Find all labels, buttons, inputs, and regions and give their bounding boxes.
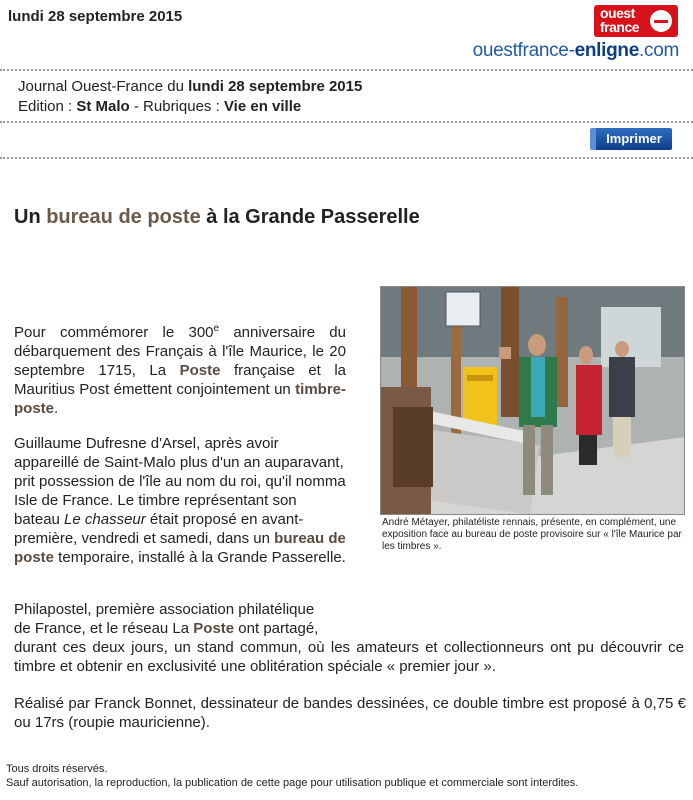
p1-text-d: . [54, 400, 59, 417]
journal-prefix: Journal Ouest-France du [18, 78, 189, 95]
photo-illustration [381, 287, 685, 515]
edition-label: Edition : [18, 98, 77, 115]
paragraph-3 [14, 600, 684, 676]
title-part-1: Un [14, 206, 47, 228]
journal-line [18, 78, 362, 95]
title-part-2: bureau de poste [46, 206, 201, 228]
p2-text-c: temporaire, installé à la Grande Passerelle. [54, 549, 346, 566]
logo-line-2: france [600, 19, 640, 35]
p1-text-c: française et la Mauritius Post émettent conjointement un [14, 362, 346, 398]
edition-line [18, 98, 301, 115]
article-photo [380, 286, 685, 515]
article-title [14, 206, 420, 229]
page-date: lundi 28 septembre 2015 [8, 8, 183, 25]
p3-line-2 [14, 619, 684, 638]
p3-text-a: de France, et le réseau La [14, 620, 194, 637]
divider-bottom [0, 157, 693, 159]
print-button[interactable]: Imprimer [590, 128, 672, 150]
paragraph-4: Réalisé par Franck Bonnet, dessinateur de bandes dessinées, ce double timbre est proposé à 0,75 € ou 17rs (roupie mauricienne). [14, 695, 686, 731]
logo-wordmark [600, 6, 639, 34]
paragraph-1 [14, 319, 346, 418]
p1-superscript: e [213, 323, 220, 334]
p1-keyword-poste: Poste [179, 362, 221, 379]
logo-line-1: ouest [600, 5, 635, 21]
divider-middle [0, 121, 693, 123]
p2-keyword-bureau: bureau de poste [14, 530, 346, 566]
photo-caption: André Métayer, philatéliste rennais, présente, en complément, une exposition face au bureau de poste provisoire sur « l'île Maurice par les timbres ». [382, 517, 682, 552]
p1-keyword-timbre: timbre-poste [14, 381, 346, 417]
title-part-3: à la Grande Passerelle [200, 206, 420, 228]
rubrique-value: Vie en ville [223, 98, 302, 115]
site-bold: enligne [574, 40, 640, 61]
p2-italic-boat: Le chasseur [64, 511, 146, 528]
p3-text-b: ont partagé, [234, 620, 319, 637]
footer-notice: Sauf autorisation, la reproduction, la publication de cette page pour utilisation publique et commerciale sont interdites. [6, 777, 579, 789]
paragraph-2 [14, 434, 346, 567]
site-name-link[interactable] [473, 40, 679, 62]
divider-top [0, 69, 693, 71]
p3-line-1: Philapostel, première association philatélique [14, 601, 315, 618]
p2-text-a: Guillaume Dufresne d'Arsel, après avoir appareillé de Saint-Malo plus d'un an auparavant, prit possession de l'île au nom du roi, qu'il nomma Isle de France. Le timbre représentant son bateau [14, 435, 346, 528]
footer-rights: Tous droits réservés. [6, 763, 108, 775]
p3-keyword-poste: Poste [193, 620, 235, 637]
journal-date: lundi 28 septembre 2015 [188, 78, 363, 95]
p2-text-b: était proposé en avant-première, vendredi et samedi, dans un [14, 511, 304, 547]
p1-text-a: Pour commémorer le 300 [14, 324, 214, 341]
ouest-france-logo[interactable] [594, 5, 678, 37]
logo-circle-icon [650, 10, 672, 32]
site-prefix: ouestfrance- [472, 40, 575, 61]
rubrique-label: - Rubriques : [129, 98, 224, 115]
p1-text-b: anniversaire du débarquement des Français à l'île Maurice, le 20 septembre 1715, La [14, 324, 346, 379]
site-suffix: .com [639, 40, 679, 61]
p3-rest: durant ces deux jours, un stand commun, où les amateurs et collectionneurs ont pu découvrir ce timbre et obtenir en exclusivité une oblitération spéciale « premier jour ». [14, 639, 684, 675]
edition-value: St Malo [76, 98, 130, 115]
